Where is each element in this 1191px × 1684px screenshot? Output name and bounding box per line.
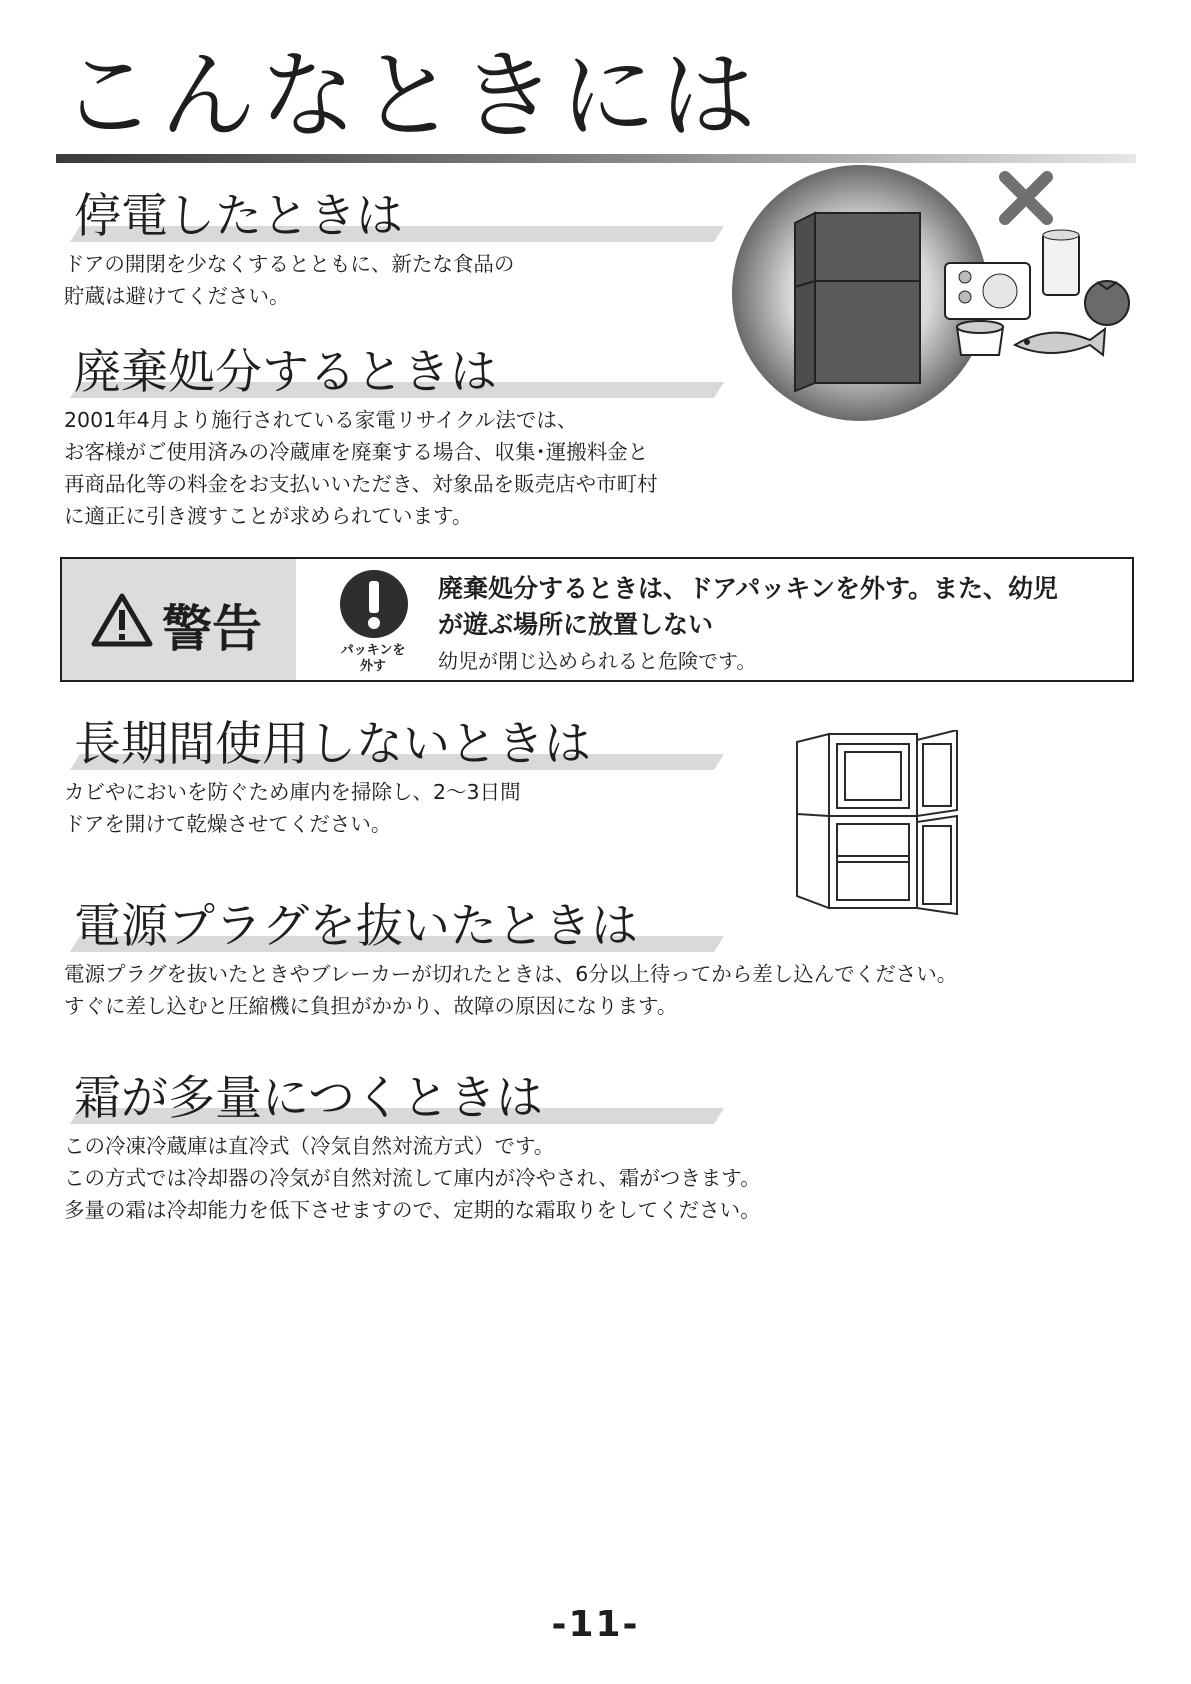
section-heading-text: 電源プラグを抜いたときは	[74, 899, 638, 954]
caption-line: 外す	[359, 659, 386, 674]
section-heading-frost	[64, 1062, 724, 1124]
warning-triangle-icon	[91, 593, 153, 647]
section-heading-text: 霜が多量につくときは	[74, 1071, 544, 1126]
caption-line: パッキンを	[340, 643, 406, 658]
can-icon	[1043, 230, 1079, 295]
warning-heading-line: が遊ぶ場所に放置しない	[438, 610, 714, 639]
tomato-icon	[1085, 281, 1129, 325]
warning-subtext: 幼児が閉じ込められると危険です。	[438, 649, 757, 673]
section-body-long-absence	[64, 776, 521, 840]
fridge-icon	[795, 213, 920, 391]
section-heading-disposal	[64, 336, 724, 398]
body-line: お客様がご使用済みの冷蔵庫を廃棄する場合、収集･運搬料金と	[64, 440, 649, 464]
section-body-unplugged	[64, 958, 957, 1022]
body-line: すぐに差し込むと圧縮機に負担がかかり、故障の原因になります。	[64, 994, 678, 1018]
page-title: こんなときには	[60, 40, 760, 152]
body-line: に適正に引き渡すことが求められています。	[64, 504, 473, 528]
warning-heading-line: 廃棄処分するときは、ドアパッキンを外す。また、幼児	[438, 574, 1059, 603]
fridge-open-doors-illustration	[795, 730, 965, 915]
body-line: 再商品化等の料金をお支払いいただき、対象品を販売店や市町村	[64, 472, 658, 496]
frozen-food-pack-icon	[945, 263, 1030, 319]
body-line: 貯蔵は避けてください。	[64, 284, 290, 308]
warning-box	[60, 557, 1134, 682]
section-heading-text: 廃棄処分するときは	[74, 345, 497, 400]
section-heading-text: 長期間使用しないときは	[74, 717, 591, 772]
warning-heading	[438, 571, 1058, 643]
section-body-power-outage	[64, 248, 514, 312]
cross-icon	[1005, 177, 1047, 219]
body-line: 多量の霜は冷却能力を低下させますので、定期的な霜取りをしてください。	[64, 1198, 761, 1222]
body-line: カビやにおいを防ぐため庫内を掃除し、2～3日間	[64, 780, 521, 804]
exclamation-icon	[339, 569, 409, 639]
body-line: この冷凍冷蔵庫は直冷式（冷気自然対流方式）です。	[64, 1134, 555, 1158]
body-line: ドアの開閉を少なくするとともに、新たな食品の	[64, 252, 515, 276]
section-body-frost	[64, 1130, 761, 1226]
fish-icon	[1015, 329, 1105, 355]
page-number: -11-	[551, 1604, 640, 1645]
section-heading-power-outage	[64, 180, 724, 242]
body-line: ドアを開けて乾燥させてください。	[64, 812, 392, 836]
section-body-disposal	[64, 404, 658, 532]
warning-icon-caption	[322, 643, 424, 675]
warning-label: 警告	[162, 600, 262, 658]
body-line: 電源プラグを抜いたときやブレーカーが切れたときは、6分以上待ってから差し込んでください。	[64, 962, 958, 986]
title-rule	[56, 154, 1136, 163]
section-heading-text: 停電したときは	[74, 189, 403, 244]
section-heading-unplugged	[64, 890, 724, 952]
section-heading-long-absence	[64, 708, 724, 770]
fridge-no-food-illustration	[725, 165, 1145, 425]
body-line: 2001年4月より施行されている家電リサイクル法では、	[64, 408, 578, 432]
body-line: この方式では冷却器の冷気が自然対流して庫内が冷やされ、霜がつきます。	[64, 1166, 761, 1190]
tub-icon	[957, 321, 1003, 355]
